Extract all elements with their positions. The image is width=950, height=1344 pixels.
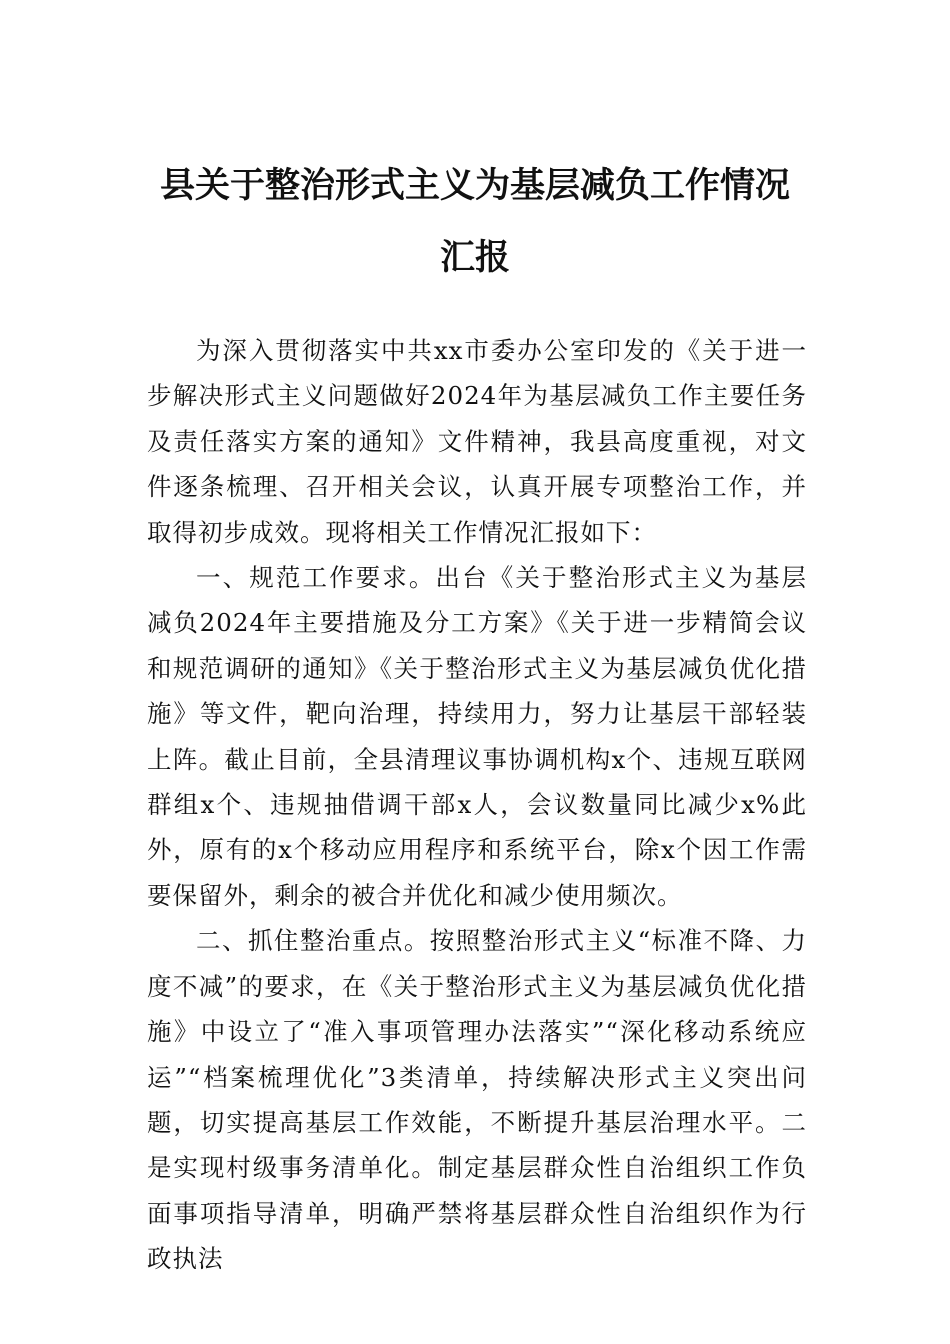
- paragraph-intro: 为深入贯彻落实中共xx市委办公室印发的《关于进一步解决形式主义问题做好2024年为基层减负工作主要任务及责任落实方案的通知》文件精神，我县高度重视，对文件逐条梳理、召开相关会议，认真开展专项整治工作，并取得初步成效。现将相关工作情况汇报如下：: [147, 336, 807, 547]
- title-line-2: 汇报: [439, 238, 510, 278]
- title-line-1: 县关于整治形式主义为基层减负工作情况: [159, 166, 790, 206]
- paragraph-section-1: 一、规范工作要求。出台《关于整治形式主义为基层减负2024年主要措施及分工方案》《关于进一步精简会议和规范调研的通知》《关于整治形式主义为基层减负优化措施》等文件，靶向治理，持续用力，努力让基层干部轻装上阵。截止目前，全县清理议事协调机构x个、违规互联网群组x个、违规抽借调干部x人，会议数量同比减少x%此外，原有的x个移动应用程序和系统平台，除x个因工作需要保留外，剩余的被合并优化和减少使用频次。: [147, 563, 807, 910]
- document-title: [120, 150, 830, 294]
- document-body: [147, 328, 807, 1282]
- paragraph-section-2: 二、抓住整治重点。按照整治形式主义“标准不降、力度不减”的要求，在《关于整治形式主义为基层减负优化措施》中设立了“准入事项管理办法落实”“深化移动系统应运”“档案梳理优化”3类清单，持续解决形式主义突出问题，切实提高基层工作效能，不断提升基层治理水平。二是实现村级事务清单化。制定基层群众性自治组织工作负面事项指导清单，明确严禁将基层群众性自治组织作为行政执法: [147, 926, 807, 1274]
